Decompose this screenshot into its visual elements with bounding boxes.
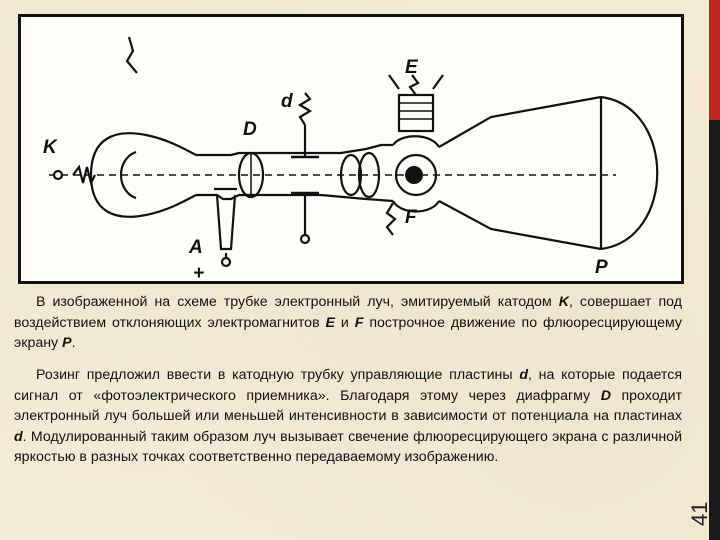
crt-diagram — [18, 14, 684, 284]
label-K: K — [43, 137, 57, 158]
neck-lower — [196, 195, 393, 201]
side-bar-accent — [709, 0, 720, 120]
side-bar — [709, 0, 720, 540]
bulb-upper — [91, 133, 196, 175]
plate-terminal — [301, 235, 309, 243]
label-E: E — [405, 57, 418, 78]
paragraph-cathode: В изображенной на схеме трубке электронный луч, эмитируемый катодом K, совершает под воздействием отклоняющих электромагнитов E и F построчное движение по флюоресцирующему экрану P. — [14, 294, 683, 351]
coil-arrow-left — [389, 75, 399, 89]
coil-arrow-right — [433, 75, 443, 89]
label-F: F — [405, 207, 417, 228]
label-D: D — [243, 119, 257, 140]
plate-signal-up — [300, 93, 310, 125]
label-d: d — [281, 91, 293, 112]
coil-E — [399, 95, 433, 131]
crt-diagram-svg — [21, 17, 681, 281]
top-lead — [127, 37, 137, 73]
coil-lead — [410, 75, 418, 95]
tube-upper — [439, 97, 601, 147]
label-plus: + — [193, 263, 205, 281]
anode-stem — [217, 195, 235, 249]
coil-F-lead — [387, 203, 395, 235]
anode-terminal — [222, 258, 230, 266]
beam-spot — [405, 166, 423, 184]
label-A: A — [189, 237, 203, 258]
tube-lower — [439, 201, 601, 249]
cathode-terminal — [54, 171, 62, 179]
coil-housing-top — [393, 136, 439, 147]
screen-bulge — [601, 97, 657, 249]
page-number: 41 — [687, 501, 712, 527]
neck-upper — [196, 145, 393, 155]
label-P: P — [595, 257, 608, 278]
bulb-lower — [91, 175, 196, 217]
paragraph-rosing: Розинг предложил ввести в катодную трубку управляющие пластины d, на которые подается сигнал от «фотоэлектрического приемника». Благодаря этому через диафрагму D проходит электронный луч большей или меньшей интенсивности в зависимости от потенциала на пластинах d. Модулированный таким образом луч вызывает свечение флюоресцирующего экрана с различной яркостью в разных точках соответственно передаваемому изображению. — [14, 367, 682, 465]
